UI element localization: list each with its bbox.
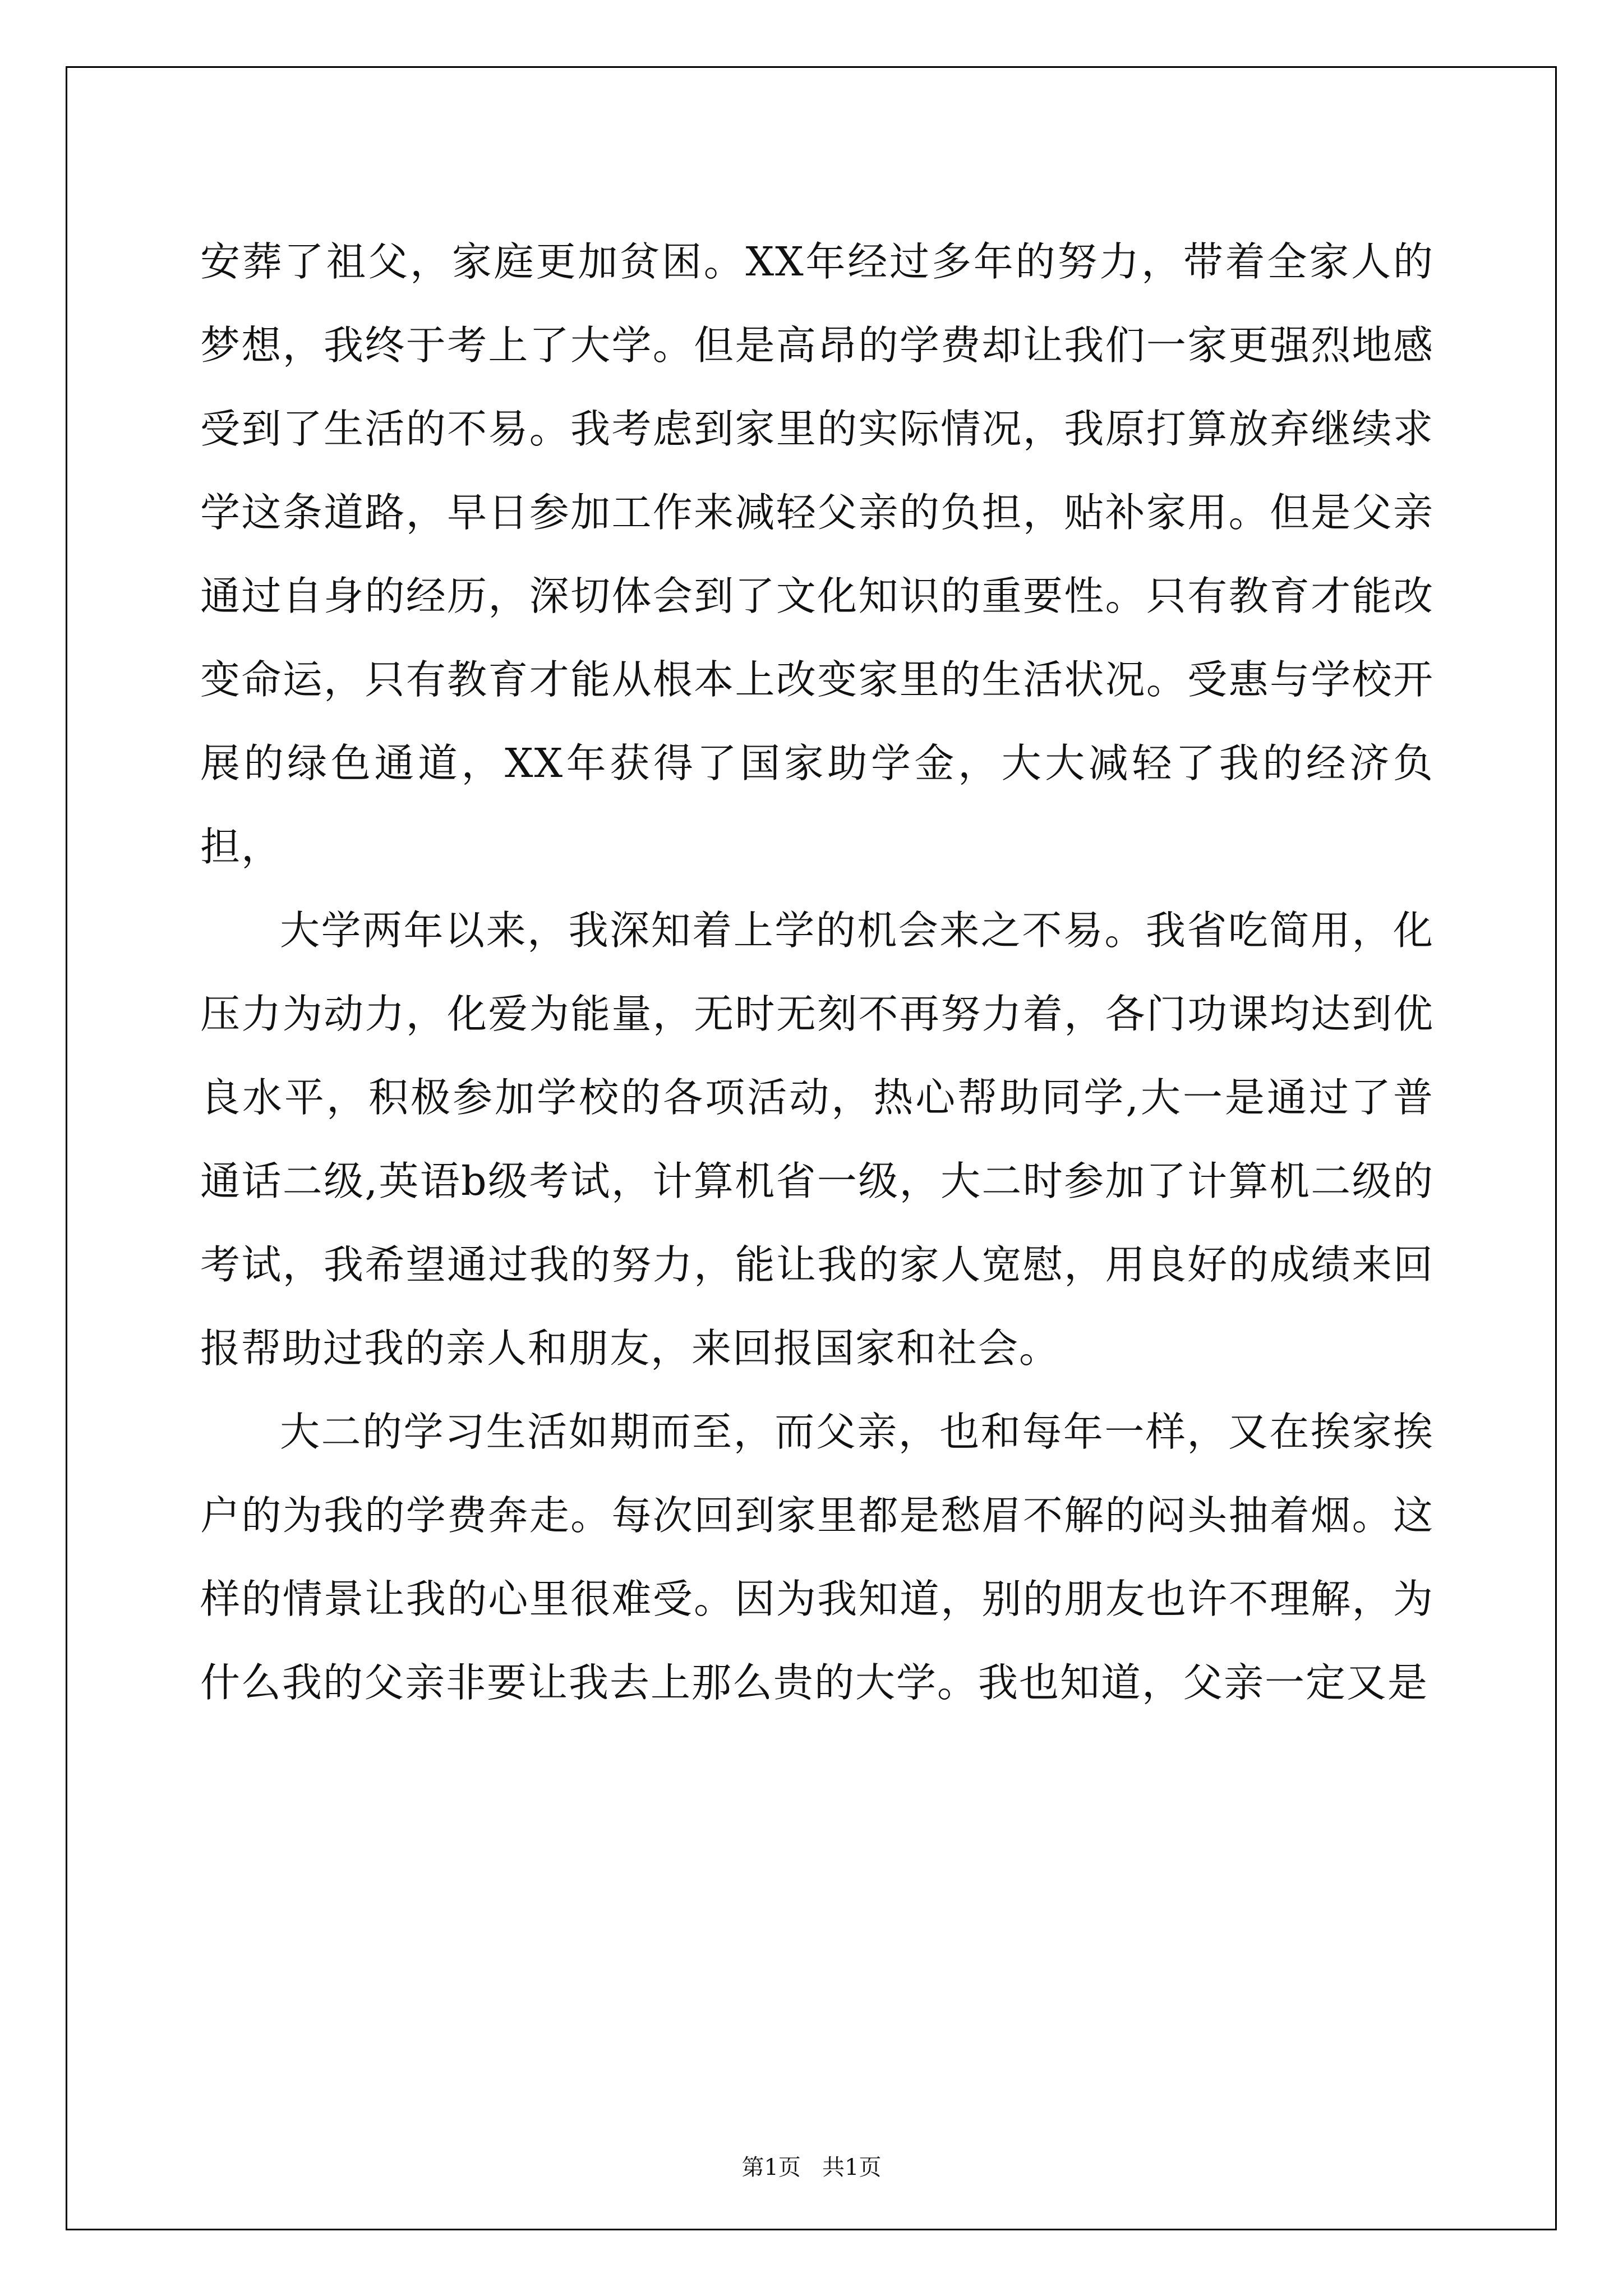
page-footer: 第1页 共1页 bbox=[741, 2155, 882, 2180]
paragraph-1: 安葬了祖父，家庭更加贫困。XX年经过多年的努力，带着全家人的梦想，我终于考上了大学。但是高昂的学费却让我们一家更强烈地感受到了生活的不易。我考虑到家里的实际情况，我原打算放弃继续求学这条道路，早日参加工作来减轻父亲的负担，贴补家用。但是父亲通过自身的经历，深切体会到了文化知识的重要性。只有教育才能改变命运，只有教育才能从根本上改变家里的生活状况。受惠与学校开展的绿色通道，XX年获得了国家助学金，大大减轻了我的经济负担， bbox=[200, 238, 1434, 870]
paragraph-3: 大二的学习生活如期而至，而父亲，也和每年一样，又在挨家挨户的为我的学费奔走。每次回到家里都是愁眉不解的闷头抽着烟。这样的情景让我的心里很难受。因为我知道，别的朋友也许不理解，为什么我的父亲非要让我去上那么贵的大学。我也知道，父亲一定又是 bbox=[200, 1409, 1434, 1706]
document-body bbox=[200, 220, 1434, 1724]
paragraph-2: 大学两年以来，我深知着上学的机会来之不易。我省吃简用，化压力为动力，化爱为能量，无时无刻不再努力着，各门功课均达到优良水平，积极参加学校的各项活动，热心帮助同学,大一是通过了普通话二级,英语b级考试，计算机省一级，大二时参加了计算机二级的考试，我希望通过我的努力，能让我的家人宽慰，用良好的成绩来回报帮助过我的亲人和朋友，来回报国家和社会。 bbox=[200, 907, 1434, 1372]
